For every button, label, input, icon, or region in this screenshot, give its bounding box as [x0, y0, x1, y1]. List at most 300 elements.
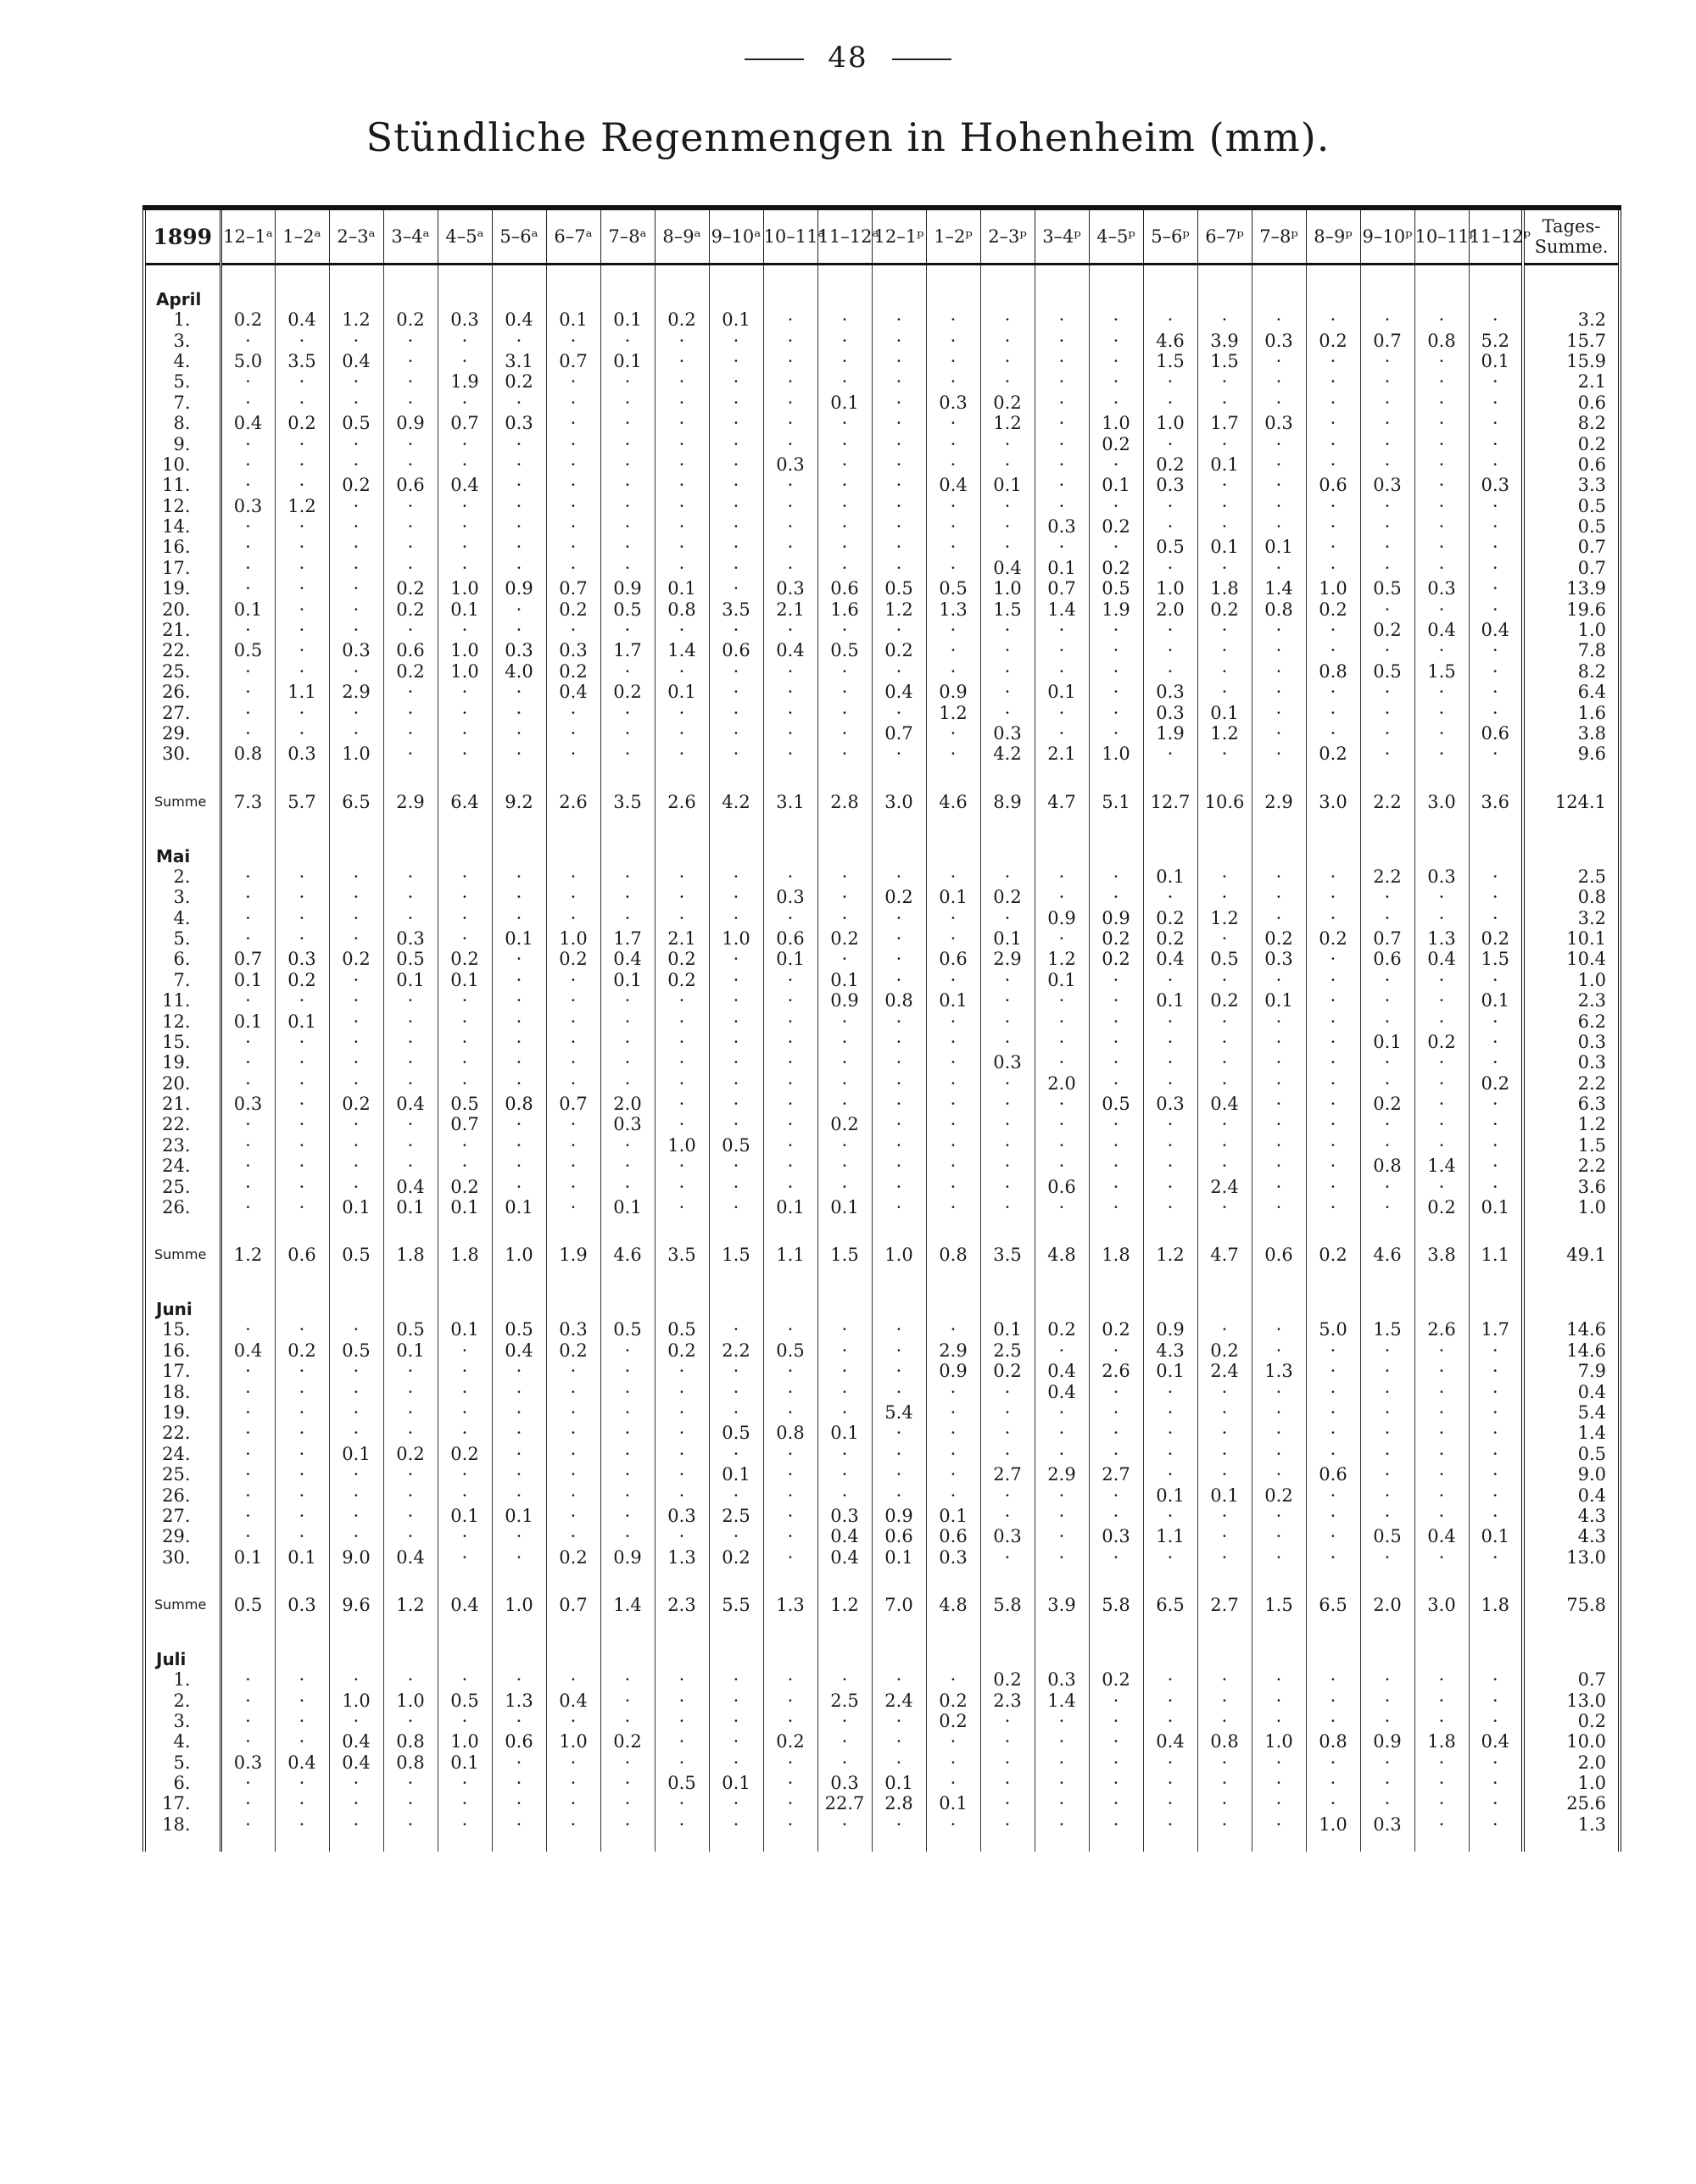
empty-cell	[383, 1568, 438, 1585]
hour-value: ·	[329, 393, 383, 413]
hour-value: 1.3	[655, 1547, 709, 1568]
daily-sum: 0.5	[1523, 496, 1620, 516]
empty-cell	[817, 1568, 872, 1585]
hour-value: ·	[763, 433, 817, 454]
hour-value: ·	[220, 1114, 275, 1134]
hour-value: ·	[1197, 1381, 1252, 1401]
empty-cell	[926, 1217, 980, 1234]
empty-cell	[1523, 822, 1620, 866]
table-row	[144, 907, 1620, 928]
hour-value: ·	[709, 393, 763, 413]
hour-value: ·	[872, 1197, 926, 1217]
hour-value: 0.3	[492, 413, 546, 433]
empty-cell	[1089, 765, 1143, 782]
hour-value: ·	[655, 558, 709, 578]
table-row	[144, 1423, 1620, 1443]
hour-value: 0.2	[1306, 599, 1360, 619]
hour-value: ·	[655, 393, 709, 413]
hour-value: 2.8	[872, 1793, 926, 1814]
table-row	[144, 309, 1620, 330]
hour-value: ·	[383, 1711, 438, 1731]
hour-value: ·	[1469, 1793, 1523, 1814]
hour-value: ·	[1089, 1340, 1143, 1361]
daily-sum: 2.5	[1523, 866, 1620, 887]
day-label: 18.	[144, 1814, 220, 1835]
empty-cell	[438, 765, 492, 782]
hour-value: ·	[546, 887, 600, 907]
hour-value: ·	[1143, 1506, 1197, 1526]
hour-value: ·	[817, 1464, 872, 1485]
hour-value: ·	[926, 1135, 980, 1156]
hour-value: ·	[926, 661, 980, 682]
hour-value: 0.1	[926, 990, 980, 1011]
monthly-hour-sum: 1.5	[817, 1234, 872, 1275]
hour-value: ·	[1252, 1197, 1306, 1217]
empty-cell	[1197, 1835, 1252, 1852]
hour-value: ·	[1252, 1094, 1306, 1114]
monthly-hour-sum: 1.3	[763, 1585, 817, 1625]
empty-cell	[1306, 1568, 1360, 1585]
day-label: 7.	[144, 393, 220, 413]
empty-cell	[1469, 1275, 1523, 1319]
hour-value: 0.5	[220, 640, 275, 660]
table-row	[144, 1814, 1620, 1835]
hour-value: ·	[220, 620, 275, 640]
table-row	[144, 578, 1620, 599]
hour-value: ·	[1089, 661, 1143, 682]
hour-value: 0.1	[1197, 702, 1252, 722]
hour-value: 0.1	[1143, 1361, 1197, 1381]
hour-value: ·	[1252, 1032, 1306, 1052]
hour-value: 1.2	[980, 413, 1035, 433]
empty-cell	[546, 1217, 600, 1234]
hour-value: ·	[980, 1814, 1035, 1835]
hour-value: ·	[763, 1547, 817, 1568]
hour-value: ·	[980, 682, 1035, 702]
hour-value: ·	[275, 907, 329, 928]
hour-value: ·	[275, 1114, 329, 1134]
hour-value: ·	[1414, 744, 1469, 764]
hour-value: ·	[926, 640, 980, 660]
empty-cell	[383, 265, 438, 310]
day-label: 6.	[144, 949, 220, 969]
hour-value: 0.2	[1469, 1073, 1523, 1094]
hour-value: ·	[817, 620, 872, 640]
hour-header: 7–8ᵖ	[1252, 208, 1306, 265]
daily-sum: 0.4	[1523, 1485, 1620, 1505]
monthly-hour-sum: 0.2	[1306, 1234, 1360, 1275]
hour-value: ·	[220, 1197, 275, 1217]
hour-value: ·	[1197, 1319, 1252, 1340]
hour-value: 0.1	[926, 1793, 980, 1814]
empty-cell	[817, 1625, 872, 1669]
monthly-hour-sum: 0.4	[438, 1585, 492, 1625]
hour-value: 0.2	[1089, 928, 1143, 949]
hour-value: ·	[1360, 1464, 1414, 1485]
hour-value: ·	[1089, 640, 1143, 660]
daily-sum: 3.2	[1523, 309, 1620, 330]
hour-value: ·	[1414, 1340, 1469, 1361]
hour-value: 0.3	[980, 1052, 1035, 1072]
empty-cell	[275, 1568, 329, 1585]
hour-value: ·	[817, 309, 872, 330]
hour-value: 0.4	[546, 1690, 600, 1710]
hour-value: 0.5	[600, 1319, 655, 1340]
hour-value: ·	[492, 1793, 546, 1814]
hour-value: ·	[492, 1526, 546, 1546]
empty-cell	[1414, 1217, 1469, 1234]
monthly-hour-sum: 6.5	[329, 782, 383, 822]
hour-header: 10–11ᵖ	[1414, 208, 1469, 265]
hour-value: 0.1	[1143, 1485, 1197, 1505]
hour-value: ·	[220, 1526, 275, 1546]
hour-value: ·	[655, 1464, 709, 1485]
hour-value: ·	[329, 1506, 383, 1526]
hour-value: ·	[438, 1361, 492, 1381]
hour-value: ·	[600, 1444, 655, 1464]
hour-value: 0.6	[383, 475, 438, 495]
hour-value: ·	[438, 516, 492, 537]
hour-value: ·	[1143, 1547, 1197, 1568]
hour-value: ·	[1089, 351, 1143, 371]
hour-value: 0.1	[438, 970, 492, 990]
hour-value: ·	[655, 1032, 709, 1052]
hour-value: 0.1	[980, 475, 1035, 495]
hour-value: ·	[492, 949, 546, 969]
hour-value: ·	[1469, 371, 1523, 392]
monthly-hour-sum: 7.3	[220, 782, 275, 822]
empty-cell	[1143, 1568, 1197, 1585]
hour-value: ·	[1197, 496, 1252, 516]
hour-value: ·	[872, 1423, 926, 1443]
hour-value: ·	[1143, 1444, 1197, 1464]
hour-value: ·	[1252, 1381, 1306, 1401]
hour-header: 1–2ᵖ	[926, 208, 980, 265]
hour-value: 0.2	[817, 1114, 872, 1134]
hour-value: ·	[1360, 887, 1414, 907]
hour-value: ·	[1306, 1402, 1360, 1423]
hour-value: ·	[1360, 1752, 1414, 1772]
hour-value: ·	[329, 1402, 383, 1423]
table-row	[144, 454, 1620, 475]
hour-value: ·	[1197, 1052, 1252, 1072]
hour-value: ·	[1143, 1814, 1197, 1835]
hour-value: ·	[763, 1506, 817, 1526]
hour-value: ·	[600, 1340, 655, 1361]
day-label: 2.	[144, 1690, 220, 1710]
hour-value: ·	[1306, 1752, 1360, 1772]
hour-value: ·	[275, 516, 329, 537]
hour-value: ·	[1414, 1052, 1469, 1072]
hour-value: ·	[763, 682, 817, 702]
empty-cell	[655, 265, 709, 310]
hour-value: ·	[1252, 454, 1306, 475]
table-row	[144, 496, 1620, 516]
hour-value: 1.2	[329, 309, 383, 330]
hour-value: ·	[383, 702, 438, 722]
hour-value: ·	[1035, 1402, 1089, 1423]
hour-value: ·	[926, 1319, 980, 1340]
hour-value: 0.1	[329, 1444, 383, 1464]
day-label: 9.	[144, 433, 220, 454]
hour-value: ·	[1469, 1340, 1523, 1361]
hour-value: 0.2	[817, 928, 872, 949]
hour-value: 2.1	[763, 599, 817, 619]
hour-value: ·	[926, 1444, 980, 1464]
hour-value: ·	[872, 620, 926, 640]
hour-value: ·	[1360, 393, 1414, 413]
empty-cell	[1252, 1217, 1306, 1234]
day-label: 3.	[144, 1711, 220, 1731]
monthly-hour-sum: 1.2	[817, 1585, 872, 1625]
hour-value: ·	[872, 454, 926, 475]
hour-value: ·	[926, 1176, 980, 1196]
hour-value: ·	[1306, 1340, 1360, 1361]
hour-value: ·	[492, 1814, 546, 1835]
hour-value: ·	[1035, 1526, 1089, 1546]
day-label: 30.	[144, 744, 220, 764]
empty-cell	[275, 822, 329, 866]
hour-value: ·	[1360, 351, 1414, 371]
empty-cell	[1089, 1568, 1143, 1585]
hour-value: ·	[872, 744, 926, 764]
hour-value: ·	[1035, 640, 1089, 660]
empty-cell	[1469, 1625, 1523, 1669]
hour-value: ·	[1197, 744, 1252, 764]
hour-value: ·	[817, 1156, 872, 1176]
hour-value: 0.4	[817, 1526, 872, 1546]
hour-value: ·	[709, 702, 763, 722]
day-label: 3.	[144, 887, 220, 907]
hour-value: ·	[383, 866, 438, 887]
hour-value: ·	[1360, 744, 1414, 764]
hour-value: 0.1	[438, 599, 492, 619]
daily-sum: 7.8	[1523, 640, 1620, 660]
hour-value: 0.4	[1414, 1526, 1469, 1546]
hour-value: ·	[1089, 496, 1143, 516]
hour-value: ·	[329, 1773, 383, 1793]
hour-value: ·	[220, 1073, 275, 1094]
hour-value: ·	[1414, 1423, 1469, 1443]
hour-value: ·	[492, 702, 546, 722]
hour-value: 0.1	[1197, 454, 1252, 475]
hour-value: ·	[546, 1669, 600, 1690]
hour-value: ·	[926, 1814, 980, 1835]
hour-value: 0.2	[980, 393, 1035, 413]
table-row	[144, 1547, 1620, 1568]
hour-value: 0.1	[872, 1773, 926, 1793]
empty-cell	[1306, 1625, 1360, 1669]
hour-header: 4–5ᵃ	[438, 208, 492, 265]
hour-value: ·	[220, 393, 275, 413]
monthly-total: 75.8	[1523, 1585, 1620, 1625]
hour-value: ·	[1197, 1011, 1252, 1031]
table-row	[144, 1506, 1620, 1526]
hour-value: ·	[220, 1814, 275, 1835]
hour-value: 1.0	[329, 1690, 383, 1710]
empty-cell	[383, 1625, 438, 1669]
monthly-hour-sum: 1.5	[1252, 1585, 1306, 1625]
hour-value: ·	[1089, 1176, 1143, 1196]
hour-value: 0.2	[492, 371, 546, 392]
hour-value: ·	[1414, 475, 1469, 495]
hour-value: 0.4	[492, 1340, 546, 1361]
hour-value: ·	[709, 1052, 763, 1072]
empty-cell	[1252, 1835, 1306, 1852]
monthly-hour-sum: 1.2	[220, 1234, 275, 1275]
hour-value: ·	[980, 1094, 1035, 1114]
hour-value: 0.7	[546, 578, 600, 599]
hour-value: ·	[438, 1032, 492, 1052]
hour-value: 3.5	[275, 351, 329, 371]
hour-value: 1.9	[1143, 723, 1197, 744]
hour-value: ·	[763, 475, 817, 495]
hour-value: 0.2	[383, 578, 438, 599]
empty-cell	[1035, 1835, 1089, 1852]
hour-value: ·	[1143, 433, 1197, 454]
hour-value: 0.1	[1143, 866, 1197, 887]
hour-value: ·	[600, 330, 655, 350]
hour-value: ·	[275, 1423, 329, 1443]
hour-value: ·	[763, 1361, 817, 1381]
hour-value: ·	[1143, 1423, 1197, 1443]
daily-sum: 15.9	[1523, 351, 1620, 371]
day-label: 26.	[144, 1485, 220, 1505]
hour-value: ·	[1414, 558, 1469, 578]
hour-value: ·	[1469, 537, 1523, 557]
empty-cell	[220, 1568, 275, 1585]
daily-sum: 1.2	[1523, 1114, 1620, 1134]
hour-value: 2.5	[817, 1690, 872, 1710]
hour-value: 2.0	[600, 1094, 655, 1114]
day-label: 24.	[144, 1156, 220, 1176]
hour-value: ·	[220, 702, 275, 722]
hour-value: ·	[383, 1011, 438, 1031]
hour-value: 1.4	[1252, 578, 1306, 599]
hour-value: ·	[817, 1669, 872, 1690]
hour-value: ·	[817, 413, 872, 433]
monthly-hour-sum: 1.0	[492, 1585, 546, 1625]
monthly-hour-sum: 2.9	[1252, 782, 1306, 822]
hour-value: 0.3	[1143, 1094, 1197, 1114]
daily-sum: 13.0	[1523, 1690, 1620, 1710]
empty-cell	[492, 765, 546, 782]
hour-value: ·	[926, 330, 980, 350]
hour-value: ·	[1089, 330, 1143, 350]
hour-value: ·	[926, 413, 980, 433]
hour-value: ·	[600, 1361, 655, 1381]
empty-cell	[492, 1625, 546, 1669]
hour-value: 1.9	[1089, 599, 1143, 619]
hour-value: 0.2	[329, 475, 383, 495]
hour-value: ·	[546, 970, 600, 990]
hour-value: ·	[600, 1485, 655, 1505]
daily-sum: 4.3	[1523, 1526, 1620, 1546]
hour-value: ·	[763, 866, 817, 887]
hour-value: ·	[980, 907, 1035, 928]
hour-value: 0.2	[1089, 433, 1143, 454]
hour-value: ·	[1035, 1506, 1089, 1526]
hour-value: ·	[872, 1011, 926, 1031]
hour-value: ·	[655, 744, 709, 764]
day-label: 18.	[144, 1381, 220, 1401]
hour-value: 0.1	[763, 949, 817, 969]
empty-cell	[329, 1568, 383, 1585]
hour-value: ·	[709, 578, 763, 599]
hour-value: ·	[1089, 682, 1143, 702]
hour-value: ·	[275, 1506, 329, 1526]
hour-value: ·	[872, 516, 926, 537]
hour-value: ·	[1089, 1711, 1143, 1731]
hour-header: 11–12ᵃ	[817, 208, 872, 265]
hour-value: ·	[709, 887, 763, 907]
hour-value: ·	[817, 1444, 872, 1464]
empty-cell	[220, 1217, 275, 1234]
day-label: 16.	[144, 537, 220, 557]
monthly-hour-sum: 1.0	[492, 1234, 546, 1275]
hour-value: ·	[1306, 1444, 1360, 1464]
hour-value: ·	[655, 1094, 709, 1114]
hour-value: ·	[1469, 454, 1523, 475]
hour-value: ·	[438, 1402, 492, 1423]
hour-value: ·	[1469, 1547, 1523, 1568]
hour-value: 0.9	[926, 1361, 980, 1381]
hour-value: ·	[1414, 1444, 1469, 1464]
hour-value: ·	[546, 1506, 600, 1526]
hour-value: ·	[709, 1669, 763, 1690]
hour-value: ·	[275, 475, 329, 495]
daily-sum: 0.8	[1523, 887, 1620, 907]
hour-value: 1.5	[1197, 351, 1252, 371]
hour-value: ·	[817, 949, 872, 969]
hour-value: ·	[1360, 640, 1414, 660]
hour-value: ·	[1252, 1114, 1306, 1134]
hour-value: ·	[980, 1711, 1035, 1731]
hour-value: 0.6	[383, 640, 438, 660]
hour-value: 0.2	[1143, 454, 1197, 475]
empty-cell	[817, 1835, 872, 1852]
hour-value: ·	[1306, 371, 1360, 392]
hour-value: ·	[1306, 1381, 1360, 1401]
empty-cell	[1360, 265, 1414, 310]
hour-value: 0.1	[817, 1197, 872, 1217]
empty-cell	[709, 1625, 763, 1669]
hour-value: ·	[655, 723, 709, 744]
hour-value: ·	[1360, 496, 1414, 516]
hour-value: 2.6	[1089, 1361, 1143, 1381]
hour-value: ·	[438, 1423, 492, 1443]
daily-sum: 1.4	[1523, 1423, 1620, 1443]
hour-value: ·	[1414, 1773, 1469, 1793]
hour-value: ·	[492, 433, 546, 454]
hour-value: ·	[709, 1485, 763, 1505]
hour-value: ·	[655, 1381, 709, 1401]
hour-value: 0.4	[872, 682, 926, 702]
hour-value: ·	[709, 475, 763, 495]
hour-value: ·	[492, 537, 546, 557]
day-label: 11.	[144, 990, 220, 1011]
hour-value: ·	[655, 1793, 709, 1814]
hour-value: ·	[600, 516, 655, 537]
hour-value: ·	[655, 907, 709, 928]
day-label: 17.	[144, 1361, 220, 1381]
hour-value: ·	[817, 1052, 872, 1072]
hour-value: 0.3	[1143, 682, 1197, 702]
hour-value: ·	[1035, 1731, 1089, 1752]
hour-value: 1.5	[980, 599, 1035, 619]
hour-value: ·	[1414, 1135, 1469, 1156]
hour-value: ·	[655, 661, 709, 682]
